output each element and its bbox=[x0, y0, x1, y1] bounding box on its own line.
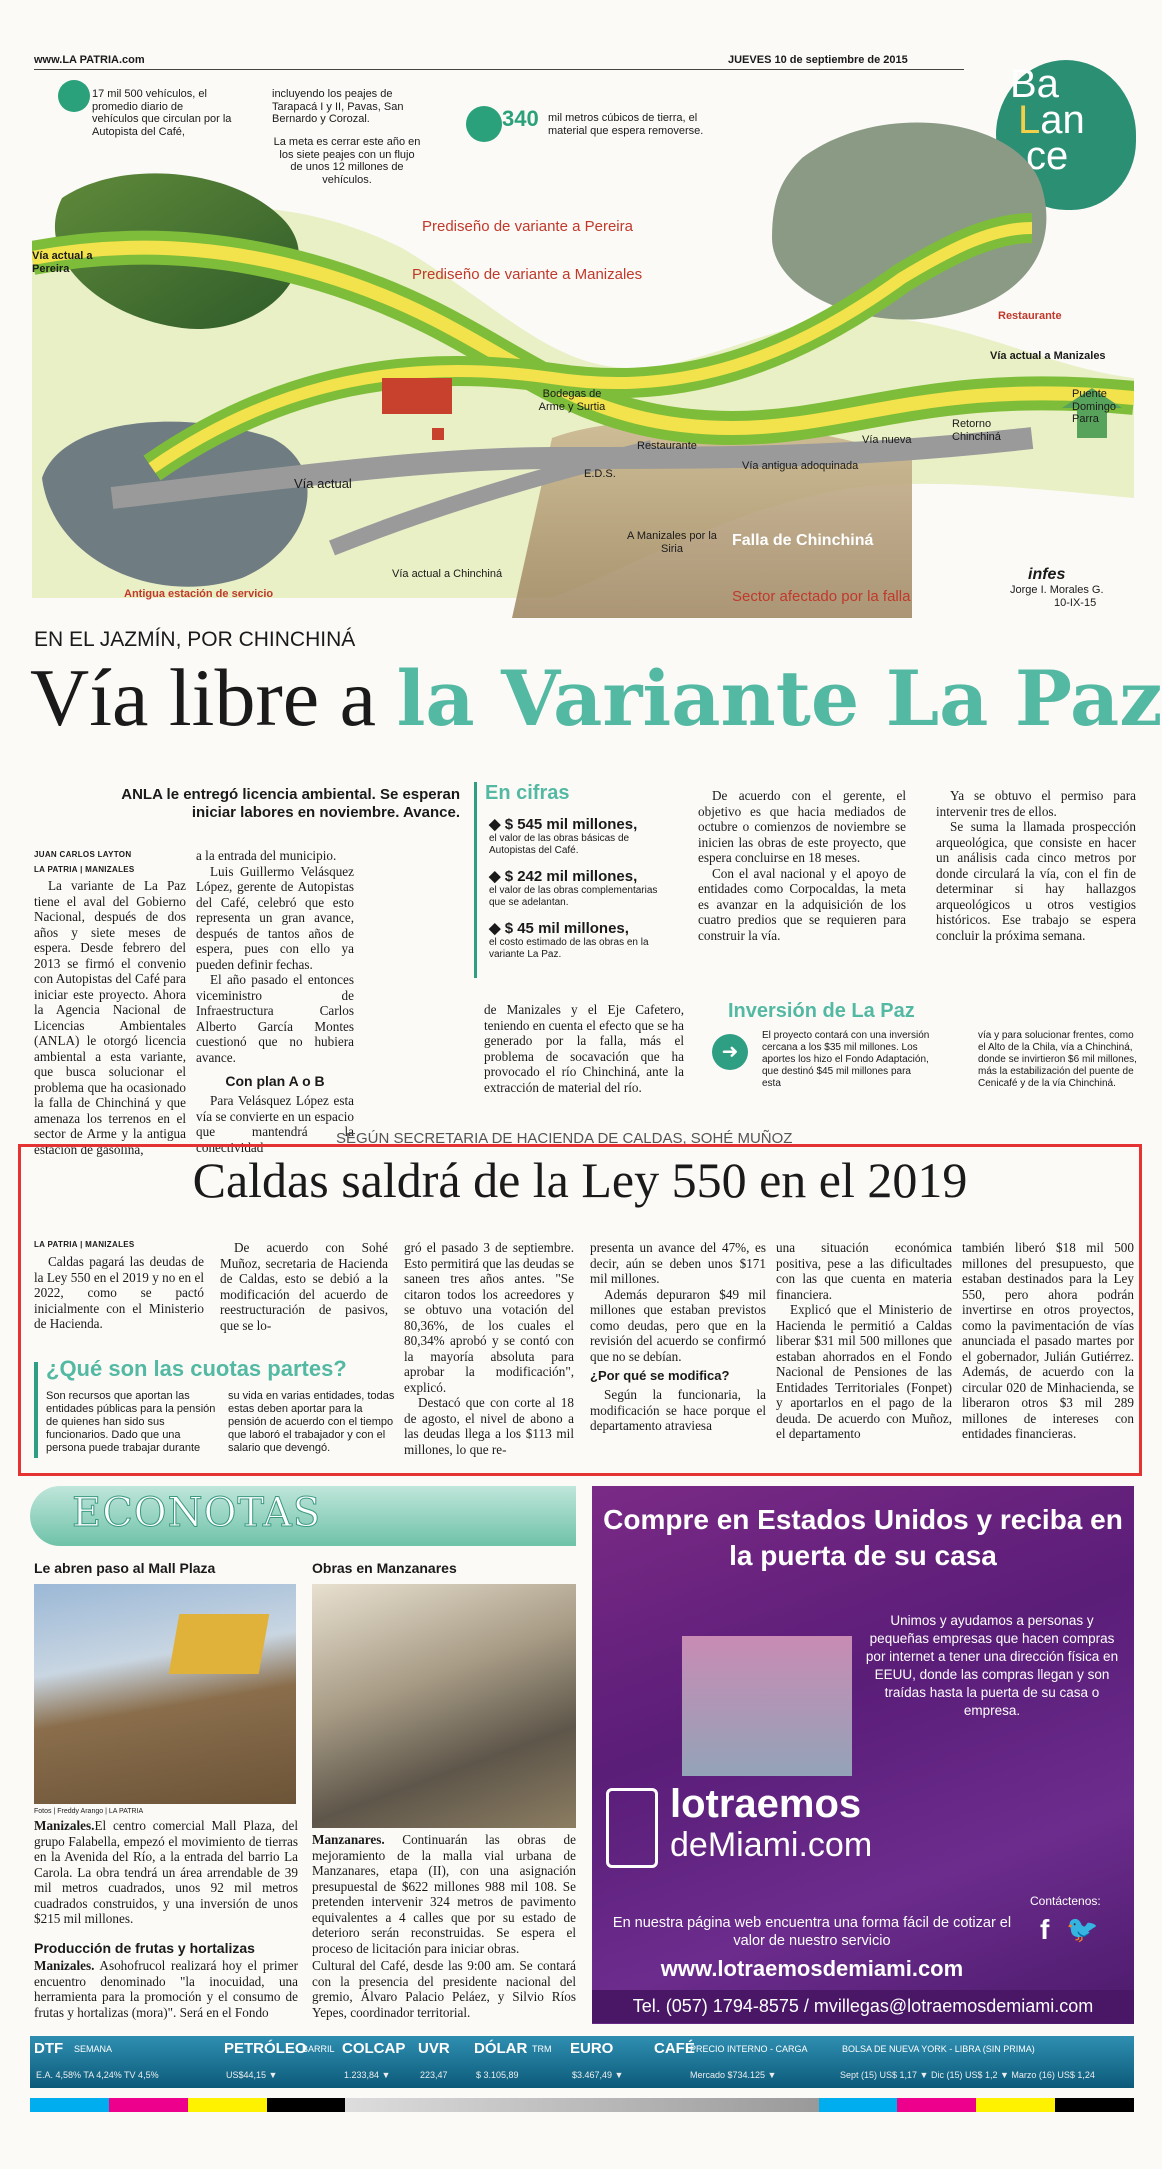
subheading: Con plan A o B bbox=[225, 1073, 325, 1089]
label-estacion: Antigua estación de servicio bbox=[124, 588, 274, 600]
city-illustration bbox=[682, 1636, 852, 1776]
note-2-text: Manzanares. Continuarán las obras de mejoramiento de la malla vial urbana de Manzanares, etapa (II), con una asignación presupuestal de $622 millones 988 mil 108. Se pretenden intervenir 324 metros de pavimento equivalentes a 4 calles que por su estado de deterioro serán reconstruidas. Se espera el proceso de licitación para iniciar obras. bbox=[312, 1832, 576, 1956]
label-sector: Sector afectado por la falla bbox=[732, 588, 911, 605]
kicker-2: SEGÚN SECRETARIA DE HACIENDA DE CALDAS, SOHÉ MUÑOZ bbox=[336, 1130, 793, 1147]
fact-goal: La meta es cerrar este año en los siete peajes con un flujo de unos 12 millones de vehículos. bbox=[273, 136, 421, 186]
byline-publication: LA PATRIA | MANIZALES bbox=[34, 1240, 135, 1249]
paragraph: una situación económica positiva, pese a las dificultades con las que cuenta en materia financiera. bbox=[776, 1240, 952, 1302]
article2-col6 bbox=[962, 1240, 1134, 1442]
paragraph: Explicó que el Ministerio de Hacienda le permitió a Caldas liberar $31 mil 500 millones que estaban ahorrados en el Fondo Nacional de Pensiones de las Entidades Territoriales (Fonpet) y aportarlos en el pago de la deuda. De acuerdo con Muñoz, el departamento bbox=[776, 1302, 952, 1441]
headline bbox=[30, 650, 1162, 747]
paragraph: El año pasado el entonces viceministro de Infraestructura Carlos Alberto García Montes cuestionó que no hubiera avance. bbox=[196, 972, 354, 1065]
infographic bbox=[32, 78, 1134, 618]
ad-cta: En nuestra página web encuentra una forma fácil de cotizar el valor de nuestro servicio bbox=[612, 1915, 1012, 1949]
ad-url[interactable]: www.lotraemosdemiami.com bbox=[660, 1956, 964, 1981]
inversion-title: Inversión de La Paz bbox=[728, 1000, 915, 1022]
label-retorno: Retorno Chinchiná bbox=[952, 418, 1001, 443]
label-restaurante-1: Restaurante bbox=[998, 310, 1062, 322]
fact-earth: mil metros cúbicos de tierra, el material que espera removerse. bbox=[548, 112, 704, 137]
cuotas-rule bbox=[34, 1362, 38, 1458]
excavator-shape bbox=[169, 1614, 270, 1674]
note-title: Producción de frutas y hortalizas bbox=[34, 1940, 255, 1956]
earth-icon bbox=[466, 106, 502, 142]
inversion-text-b: vía y para solucionar frentes, como el Alto de la Chila, vía a Chinchiná, donde se invirtieron $6 mil millones, más la estabilización del puente de Cenicafé y de la vía Chinchiná. bbox=[978, 1030, 1137, 1089]
label-via-antigua: Vía antigua adoquinada bbox=[742, 460, 859, 472]
headline-2: Caldas saldrá de la Ley 550 en el 2019 bbox=[192, 1152, 968, 1208]
cifra-value: ◆ $ 45 mil millones, bbox=[489, 920, 629, 937]
note-3-text-cont: Cultural del Café, desde las 9:00 am. Se contará con la presencia del presidente nacional del gremio, Álvaro Palacio Peláez, y Silvio Ríos Yepes, coordinador territorial. bbox=[312, 1958, 576, 2020]
photo-mall-plaza bbox=[34, 1584, 296, 1804]
label-via-pereira: Vía actual a Pereira bbox=[32, 250, 93, 275]
cifra-value: ◆ $ 545 mil millones, bbox=[489, 816, 638, 833]
credit-brand: infes bbox=[1028, 566, 1066, 583]
paragraph: Ya se obtuvo el permiso para intervenir tres de ellos. bbox=[936, 788, 1136, 819]
ticker-dtf: DTF SEMANA E.A. 4,58% TA 4,24% TV 4,5% bbox=[34, 2040, 159, 2080]
cifras-list bbox=[489, 815, 674, 961]
econotas-title: ECONOTAS bbox=[72, 1490, 322, 1536]
ticker-uvr: UVR 223,47 bbox=[418, 2040, 450, 2080]
paragraph: Además depuraron $49 mil millones que estaban previstos como deudas, pero que en la revisión del acuerdo se confirmó que no se debían. bbox=[590, 1286, 766, 1364]
label-via-chinchina: Vía actual a Chinchiná bbox=[392, 568, 503, 580]
label-manizales-siria: A Manizales por la Siria bbox=[627, 530, 717, 555]
paragraph: presenta un avance del 47%, es decir, aún se deben unos $171 mil millones. bbox=[590, 1240, 766, 1286]
paragraph: De acuerdo con el gerente, el objetivo es que hacia mediados de octubre o comienzos de noviembre se inicien las obras de este proyecto, que espera concluirse en 18 meses. bbox=[698, 788, 906, 865]
byline-publication: LA PATRIA | MANIZALES bbox=[34, 865, 135, 874]
kicker: EN EL JAZMÍN, POR CHINCHINÁ bbox=[34, 628, 356, 651]
cifra-value: ◆ $ 242 mil millones, bbox=[489, 868, 638, 885]
article2-col4 bbox=[590, 1240, 766, 1434]
article1-col2 bbox=[196, 848, 354, 1155]
cuotas-box bbox=[34, 1356, 394, 1468]
ticker-cafe: CAFÉ PRECIO INTERNO - CARGA Mercado $734.125 ▼ bbox=[654, 2040, 808, 2080]
paragraph: Según la funcionaria, la modificación se hace porque el departamento atraviesa bbox=[590, 1387, 766, 1433]
headline-part-a: Vía libre a bbox=[30, 652, 377, 743]
subheading: ¿Por qué se modifica? bbox=[590, 1368, 730, 1383]
ticker-euro: EURO $3.467,49 ▼ bbox=[570, 2040, 624, 2080]
label-via-actual: Vía actual bbox=[294, 476, 352, 491]
note-title: Le abren paso al Mall Plaza bbox=[34, 1560, 216, 1576]
road-map-illustration bbox=[32, 78, 1134, 618]
cifras-box bbox=[474, 782, 674, 978]
deck: ANLA le entregó licencia ambiental. Se esperan iniciar labores en noviembre. Avance. bbox=[121, 786, 460, 821]
cuotas-text-b: su vida en varias entidades, todas estas deben aportar para la pensión de acuerdo con el tiempo que laboró el trabajador y con el salario que devengó. bbox=[228, 1390, 395, 1454]
label-bodegas: Bodegas de Arme y Surtia bbox=[538, 388, 606, 413]
header-rule bbox=[34, 69, 964, 70]
ad-headline: Compre en Estados Unidos y reciba en la puerta de su casa bbox=[603, 1504, 1123, 1571]
market-ticker bbox=[30, 2036, 1134, 2088]
cifra-desc: el costo estimado de las obras en la variante La Paz. bbox=[489, 937, 649, 960]
paragraph: de Manizales y el Eje Cafetero, teniendo en cuenta el efecto que se ha generado por la falla, más el problema de socavación que ha provocado el río Chinchiná, ante la extracción de material del río. bbox=[484, 1002, 684, 1095]
site-url[interactable]: www.LA PATRIA.com bbox=[34, 54, 145, 66]
article2-col1 bbox=[34, 1254, 204, 1332]
ad-contact-label: Contáctenos: bbox=[1030, 1894, 1101, 1908]
section-label: Ba Lan ce bbox=[1010, 62, 1085, 178]
paragraph: Caldas pagará las deudas de la Ley 550 en el 2019 y no en el 2022, como se pactó inicialmente con el Ministerio de Hacienda. bbox=[34, 1254, 204, 1331]
fact-earth-number: 340 bbox=[502, 106, 539, 131]
paragraph: gró el pasado 3 de septiembre. Esto permitirá que las deudas se saneen tres años antes. "Se citaron todos los acreedores y se obtuvo una votación del 80,36%, de los cuales el 80,34% aprobó y se contó con la mayoría absoluta para aprobar la modificación", explicó. bbox=[404, 1240, 574, 1395]
ad-brand-1: lotraemos bbox=[670, 1782, 862, 1826]
photo-manzanares bbox=[312, 1584, 576, 1828]
article1-col4 bbox=[698, 788, 906, 943]
photo-credit: Fotos | Freddy Arango | LA PATRIA bbox=[34, 1808, 144, 1815]
advertisement[interactable] bbox=[592, 1486, 1134, 2024]
headline-part-b: la Variante La Paz bbox=[396, 654, 1162, 743]
ticker-petroleo: PETRÓLEO BARRIL US$44,15 ▼ bbox=[224, 2040, 335, 2080]
ad-phone-email[interactable]: Tel. (057) 1794-8575 / mvillegas@lotraemosdemiami.com bbox=[592, 1990, 1134, 2023]
ticker-colcap: COLCAP 1.233,84 ▼ bbox=[342, 2040, 406, 2080]
arrow-right-icon: ➜ bbox=[712, 1034, 748, 1070]
paragraph: Luis Guillermo Velásquez López, gerente de Autopistas del Café, celebró que esto representa un gran avance, después de tantos años de espera, pues con ello ya pueden definir fechas. bbox=[196, 863, 354, 972]
car-icon bbox=[58, 80, 90, 112]
cart-icon bbox=[606, 1788, 658, 1868]
label-via-nueva: Vía nueva bbox=[862, 434, 912, 446]
page-date: JUEVES 10 de septiembre de 2015 bbox=[728, 54, 908, 66]
ad-body: Unimos y ayudamos a personas y pequeñas empresas que hacen compras por internet a tener una dirección física en EEUU, donde las compras llegan y son traídas hasta la puerta de su casa o empresa. bbox=[865, 1613, 1119, 1718]
ticker-dolar: DÓLAR TRM $ 3.105,89 bbox=[474, 2040, 552, 2080]
article1-col1 bbox=[34, 878, 186, 1157]
byline-author: JUAN CARLOS LAYTON bbox=[34, 850, 132, 859]
note-title: Obras en Manzanares bbox=[312, 1560, 457, 1576]
cuotas-text-a: Son recursos que aportan las entidades públicas para la pensión de quienes han sido sus funcionarios. Dado que una persona puede trabajar durante bbox=[46, 1390, 216, 1454]
color-registration-bar bbox=[30, 2098, 1134, 2112]
note-3-text: Manizales. Asohofrucol realizará hoy el primer encuentro denominado "la inocuidad, una herramienta para la promoción y el consumo de frutas y hortalizas (mora)". Será en el Fondo bbox=[34, 1958, 298, 2020]
fact-tolls: incluyendo los peajes de Tarapacá I y II, Pavas, San Bernardo y Corozal. bbox=[272, 88, 404, 126]
label-eds: E.D.S. bbox=[584, 468, 616, 480]
eds-marker bbox=[432, 428, 444, 440]
article1-col3 bbox=[484, 1002, 684, 1095]
paragraph: a la entrada del municipio. bbox=[196, 848, 337, 863]
article2-col3 bbox=[404, 1240, 574, 1457]
bodegas-building bbox=[382, 378, 452, 414]
inversion-text-a: El proyecto contará con una inversión cercana a los $35 mil millones. Los aportes los hizo el Fondo Adaptación, que destinó $45 mil millones para esta bbox=[762, 1030, 930, 1089]
byline-2 bbox=[34, 1240, 135, 1249]
ticker-bolsa: BOLSA DE NUEVA YORK - LIBRA (SIN PRIMA) Sept (15) US$ 1,17 ▼ Dic (15) US$ 1,2 ▼ Marzo (16) US$ 1,24 bbox=[840, 2044, 1095, 2080]
cifras-title: En cifras bbox=[485, 782, 570, 804]
label-pred-manizales: Prediseño de variante a Manizales bbox=[412, 266, 643, 283]
facebook-icon[interactable]: f bbox=[1040, 1914, 1050, 1945]
fact-vehicles: 17 mil 500 vehículos, el promedio diario de vehículos que circulan por la Autopista del Café, bbox=[92, 88, 232, 138]
cifra-desc: el valor de las obras básicas de Autopistas del Café. bbox=[489, 833, 630, 856]
econotas-banner bbox=[30, 1486, 576, 1546]
twitter-icon[interactable]: 🐦 bbox=[1066, 1914, 1099, 1944]
inversion-box bbox=[712, 1000, 1142, 1104]
article2-col2 bbox=[220, 1240, 388, 1333]
cuotas-title: ¿Qué son las cuotas partes? bbox=[46, 1356, 347, 1381]
paragraph: Para Velásquez López esta vía se convierte en un espacio que mantendrá la conectividad bbox=[196, 1093, 354, 1155]
paragraph: La variante de La Paz tiene el aval del Gobierno Nacional, después de dos años y siete meses de espera. Desde febrero del 2013 se firmó el convenio con Autopistas del Café para iniciar este proyecto. Ahora la Agencia Nacional de Licencias Ambientales (ANLA) le otorgó licencia ambiental a esta variante, que busca solucionar el problema que ha ocasionado la falla de Chinchiná y que amenaza los terrenos en el sector de Arme y la antigua estación de gasolina, bbox=[34, 878, 186, 1157]
cifra-desc: el valor de las obras complementarias que se adelantan. bbox=[489, 885, 658, 908]
paragraph: Se suma la llamada prospección arqueológica, que consiste en hacer un análisis cada cinco metros por donde circulará la vía, con el fin de determinar si hay hallazgos arqueológicos u otros vestigios históricos. Ese trabajo se espera concluir la próxima semana. bbox=[936, 819, 1136, 943]
paragraph: Destacó que con corte al 18 de agosto, el nivel de abono a las deudas llega a los $113 mil millones, lo que re- bbox=[404, 1395, 574, 1457]
article1-col5 bbox=[936, 788, 1136, 943]
paragraph: De acuerdo con Sohé Muñoz, secretaria de Hacienda de Caldas, esto se debió a la modificación del acuerdo de reestructuración de pasivos, que se lo- bbox=[220, 1240, 388, 1333]
label-puente: Puente Domingo Parra bbox=[1072, 388, 1117, 426]
label-pred-pereira: Prediseño de variante a Pereira bbox=[422, 218, 633, 235]
ad-brand-2: deMiami.com bbox=[670, 1826, 873, 1864]
credit-author: Jorge I. Morales G. bbox=[1010, 584, 1104, 596]
label-via-manizales: Vía actual a Manizales bbox=[990, 350, 1106, 362]
paragraph: también liberó $18 mil 500 millones del presupuesto, que estaban destinados para la Ley 550, pero ahora podrán invertirse en otros proyectos, como la pavimentación de vías anunciada el pasado martes por el gobernador, Julián Gutiérrez. Además, de acuerdo con la circular 020 de Minhacienda, se liberaron otros $3 mil 289 millones de intereses con entidades financieras. bbox=[962, 1240, 1134, 1441]
label-falla: Falla de Chinchiná bbox=[732, 532, 874, 549]
byline bbox=[34, 850, 135, 874]
label-restaurante-2: Restaurante bbox=[637, 440, 697, 452]
note-1-text: Manizales.El centro comercial Mall Plaza, del grupo Falabella, empezó el movimiento de tierras en la Avenida del Río, a la entrada del barrio La Carola. La obra tendrá un área arrendable de 39 mil metros cuadrados, unos 92 mil metros cuadrados construidos, y una inversión de unos $215 mil millones. bbox=[34, 1818, 298, 1926]
article2-col5 bbox=[776, 1240, 952, 1442]
paragraph: Con el aval nacional y el apoyo de entidades como Corpocaldas, la meta es avanzar en la adquisición de los cuatro predios que se requieren para construir la vía. bbox=[698, 865, 906, 943]
credit-date: 10-IX-15 bbox=[1054, 597, 1097, 609]
